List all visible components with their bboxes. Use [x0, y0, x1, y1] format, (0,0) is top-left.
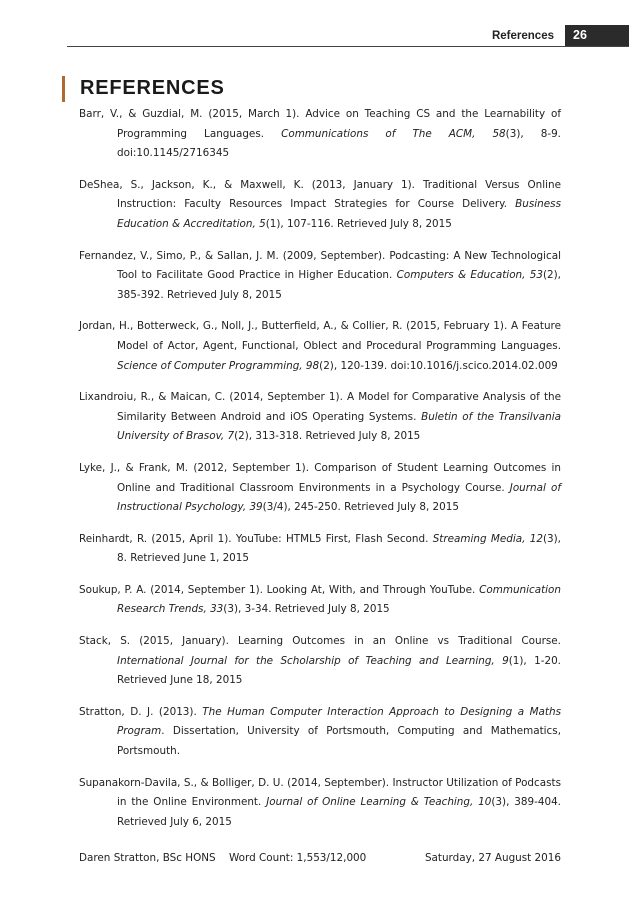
- reference-source: The Human Computer Interaction Approach to Designing a Maths Program: [117, 705, 561, 738]
- reference-text: Supanakorn-Davila, S., & Bolliger, D. U. (2014, September). Instructor Utilization of Podcasts in the Online Environment.: [79, 776, 561, 809]
- reference-source: Business Education & Accreditation, 5: [117, 198, 561, 230]
- reference-source: Streaming Media, 12: [432, 532, 543, 545]
- page-title: REFERENCES: [80, 77, 225, 99]
- reference-text: Lyke, J., & Frank, M. (2012, September 1). Comparison of Student Learning Outcomes in Online and Traditional Classroom Environments in a Psychology Course.: [79, 461, 561, 494]
- reference-details: (3), 8-9. doi:10.1145/2716345: [117, 127, 561, 160]
- reference-list: [79, 105, 561, 844]
- reference-entry: [79, 530, 561, 569]
- reference-details: (3), 8. Retrieved June 1, 2015: [117, 532, 561, 565]
- reference-text: Stack, S. (2015, January). Learning Outcomes in an Online vs Traditional Course.: [79, 635, 561, 648]
- reference-source: Journal of Instructional Psychology, 39: [117, 481, 562, 514]
- reference-entry: [79, 317, 561, 376]
- reference-entry: [79, 632, 561, 691]
- reference-details: (2), 313-318. Retrieved July 8, 2015: [234, 430, 421, 443]
- reference-source: Communications of The ACM, 58: [281, 127, 506, 140]
- reference-entry: [79, 388, 561, 447]
- reference-text: Barr, V., & Guzdial, M. (2015, March 1). Advice on Teaching CS and the Learnability of Programming Languages.: [79, 108, 561, 140]
- reference-entry: [79, 247, 561, 306]
- reference-source: Science of Computer Programming, 98: [117, 359, 320, 372]
- reference-text: Soukup, P. A. (2014, September 1). Looking At, With, and Through YouTube.: [79, 583, 480, 596]
- reference-entry: [79, 703, 561, 762]
- reference-details: . Dissertation, University of Portsmouth, Computing and Mathematics, Portsmouth.: [117, 725, 561, 758]
- reference-source: Journal of Online Learning & Teaching, 10: [266, 796, 492, 809]
- footer-author: Daren Stratton, BSc HONS: [79, 852, 216, 864]
- reference-source: Computers & Education, 53: [396, 269, 543, 282]
- reference-details: (2), 120-139. doi:10.1016/j.scico.2014.02.009: [319, 359, 558, 372]
- reference-entry: [79, 774, 561, 833]
- reference-text: Lixandroiu, R., & Maican, C. (2014, September 1). A Model for Comparative Analysis of the Similarity Between Android and iOS Operating Systems.: [79, 391, 561, 423]
- reference-text: Reinhardt, R. (2015, April 1). YouTube: HTML5 First, Flash Second.: [79, 532, 433, 545]
- reference-text: Jordan, H., Botterweck, G., Noll, J., Butterfield, A., & Collier, R. (2015, February 1). A Feature Model of Actor, Agent, Functional, Oblect and Procedural Programming Languages.: [79, 320, 561, 352]
- reference-entry: [79, 176, 561, 235]
- page-number-badge: [565, 25, 629, 46]
- reference-details: (2), 385-392. Retrieved July 8, 2015: [117, 269, 561, 301]
- reference-details: (1), 1-20. Retrieved June 18, 2015: [117, 654, 561, 687]
- running-header-section: References: [491, 30, 554, 42]
- header-divider: [67, 46, 629, 47]
- reference-entry: [79, 581, 561, 620]
- reference-details: (1), 107-116. Retrieved July 8, 2015: [265, 217, 452, 230]
- reference-details: (3), 3-34. Retrieved July 8, 2015: [223, 603, 390, 616]
- reference-text: DeShea, S., Jackson, K., & Maxwell, K. (2013, January 1). Traditional Versus Online Instruction: Faculty Resources Impact Strategies for Course Delivery.: [79, 178, 561, 211]
- reference-text: Stratton, D. J. (2013).: [79, 705, 203, 718]
- reference-source: Buletin of the Transilvania University of Brasov, 7: [117, 410, 561, 443]
- footer-date: Saturday, 27 August 2016: [424, 852, 561, 864]
- reference-source: Communication Research Trends, 33: [117, 583, 561, 616]
- reference-entry: [79, 105, 561, 164]
- reference-details: (3/4), 245-250. Retrieved July 8, 2015: [262, 501, 459, 514]
- reference-details: (3), 389-404. Retrieved July 6, 2015: [117, 796, 561, 828]
- reference-source: International Journal for the Scholarship of Teaching and Learning, 9: [117, 654, 509, 667]
- footer-word-count: Word Count: 1,553/12,000: [229, 852, 367, 864]
- page-number: 26: [573, 28, 587, 42]
- reference-text: Fernandez, V., Simo, P., & Sallan, J. M. (2009, September). Podcasting: A New Technological Tool to Facilitate Good Practice in Higher Education.: [79, 249, 561, 282]
- title-accent-bar: [62, 76, 65, 102]
- reference-entry: [79, 459, 561, 518]
